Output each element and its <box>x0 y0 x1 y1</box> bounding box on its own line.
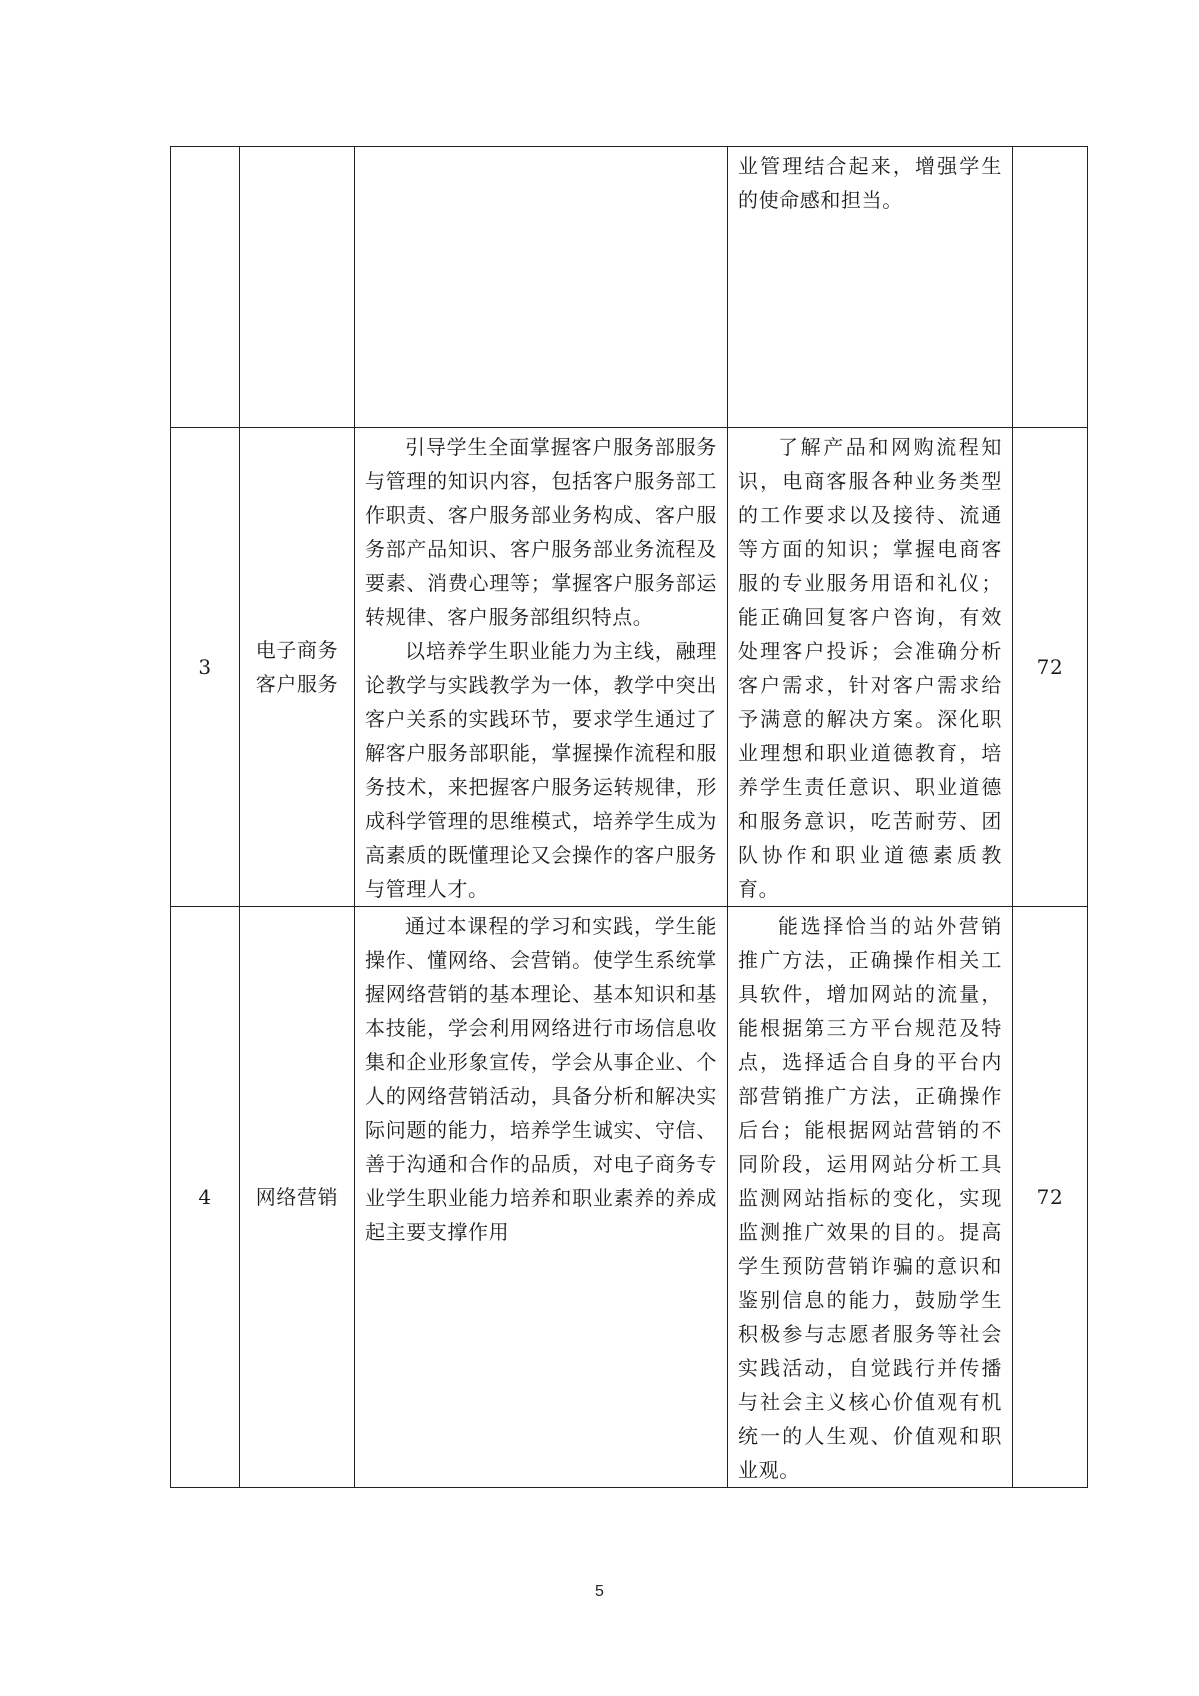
course-hours-cell <box>1013 147 1088 428</box>
course-content-cell <box>355 428 728 907</box>
course-hours-cell: 72 <box>1013 907 1088 1488</box>
course-content-paragraph: 通过本课程的学习和实践，学生能操作、懂网络、会营销。使学生系统掌握网络营销的基本理论、基本知识和基本技能，学会利用网络进行市场信息收集和企业形象宣传，学会从事企业、个人的网络营销活动，具备分析和解决实际问题的能力，培养学生诚实、守信、善于沟通和合作的品质，对电子商务专业学生职业能力培养和职业素养的养成起主要支撑作用 <box>365 914 717 1244</box>
course-name-cell <box>240 147 355 428</box>
course-content-paragraph: 引导学生全面掌握客户服务部服务与管理的知识内容，包括客户服务部工作职责、客户服务部业务构成、客户服务部产品知识、客户服务部业务流程及要素、消费心理等；掌握客户服务部运转规律、客户服务部组织特点。 <box>365 435 717 629</box>
course-name-cell: 网络营销 <box>240 907 355 1488</box>
course-name: 电子商务客户服务 <box>255 638 339 696</box>
course-index-cell <box>171 147 240 428</box>
course-table <box>170 146 1088 1488</box>
course-requirements-cell <box>728 428 1013 907</box>
course-requirements-cell: 业管理结合起来，增强学生的使命感和担当。 <box>728 147 1013 428</box>
table-row <box>171 147 1088 428</box>
course-requirements-paragraph: 了解产品和网购流程知识，电商客服各种业务类型的工作要求以及接待、流通等方面的知识；掌握电商客服的专业服务用语和礼仪；能正确回复客户咨询，有效处理客户投诉；会准确分析客户需求，针对客户需求给予满意的解决方案。深化职业理想和职业道德教育，培养学生责任意识、职业道德和服务意识，吃苦耐劳、团队协作和职业道德素质教育。 <box>738 435 1002 901</box>
course-index-cell: 3 <box>171 428 240 907</box>
course-content-paragraph: 以培养学生职业能力为主线，融理论教学与实践教学为一体，教学中突出客户关系的实践环节，要求学生通过了解客户服务部职能，掌握操作流程和服务技术，来把握客户服务运转规律，形成科学管理的思维模式，培养学生成为高素质的既懂理论又会操作的客户服务与管理人才。 <box>365 639 717 901</box>
course-requirements-cell <box>728 907 1013 1488</box>
page-number: 5 <box>595 1583 604 1600</box>
course-content-cell <box>355 147 728 428</box>
table-row <box>171 907 1088 1488</box>
course-hours-cell: 72 <box>1013 428 1088 907</box>
course-requirements-paragraph: 能选择恰当的站外营销推广方法，正确操作相关工具软件，增加网站的流量，能根据第三方平台规范及特点，选择适合自身的平台内部营销推广方法，正确操作后台；能根据网站营销的不同阶段，运用网站分析工具监测网站指标的变化，实现监测推广效果的目的。提高学生预防营销诈骗的意识和鉴别信息的能力，鼓励学生积极参与志愿者服务等社会实践活动，自觉践行并传播与社会主义核心价值观有机统一的人生观、价值观和职业观。 <box>738 914 1002 1482</box>
course-index-cell: 4 <box>171 907 240 1488</box>
course-name-cell <box>240 428 355 907</box>
course-content-cell <box>355 907 728 1488</box>
table-row <box>171 428 1088 907</box>
